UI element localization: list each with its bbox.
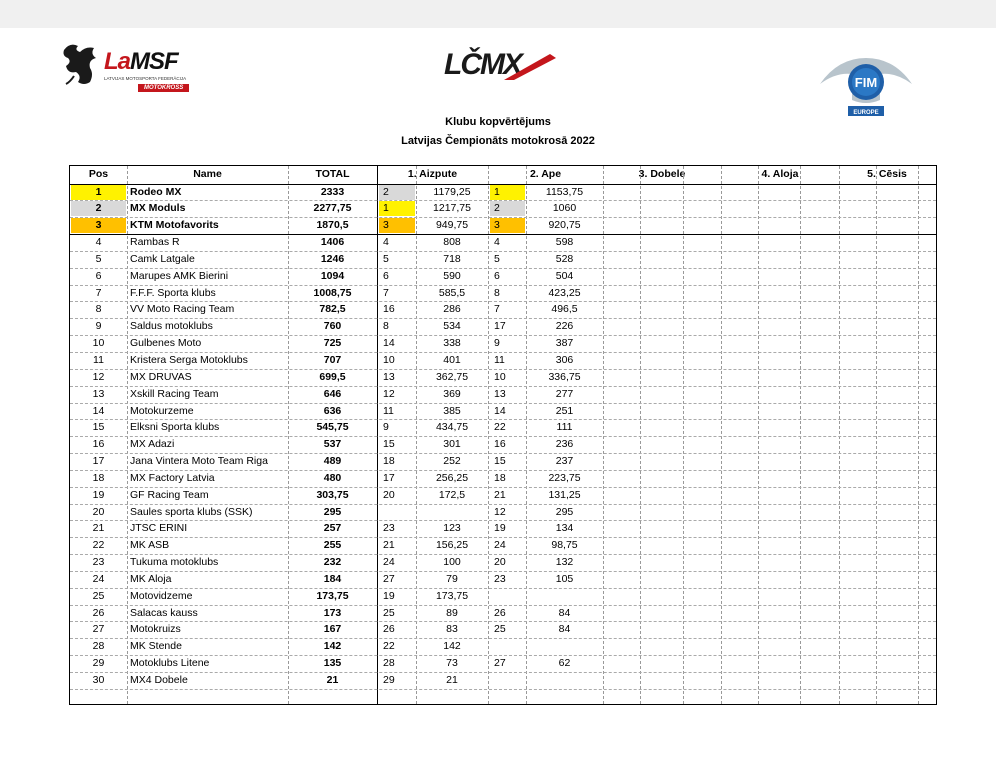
col-header-round-2: 2. Ape — [529, 168, 562, 180]
cell-pos: 3 — [95, 219, 102, 232]
table-header-row — [70, 166, 936, 183]
cell-total: 184 — [323, 572, 342, 585]
cell-round-2-place: 10 — [494, 370, 506, 383]
col-header-round-1: 1. Aizpute — [407, 168, 458, 180]
cell-round-2-points: 336,75 — [548, 370, 581, 383]
cell-pos: 11 — [93, 354, 104, 366]
cell-round-2-points: 387 — [555, 337, 574, 350]
cell-round-2-place — [494, 672, 524, 689]
cell-round-1-points: 73 — [446, 657, 458, 670]
cell-pos: 8 — [95, 303, 102, 316]
col-header-pos: Pos — [88, 168, 109, 180]
cell-round-1-place: 27 — [383, 572, 395, 585]
cell-total: 255 — [323, 539, 342, 552]
cell-round-1-place: 5 — [383, 252, 389, 265]
cell-pos: 14 — [92, 404, 105, 417]
cell-pos: 10 — [92, 337, 105, 350]
cell-round-1-points: 156,25 — [435, 539, 469, 552]
table-row — [70, 251, 936, 268]
cell-total: 707 — [323, 354, 342, 366]
table-row — [70, 672, 936, 689]
cell-round-1-points: 123 — [443, 522, 461, 535]
table-row — [70, 436, 936, 453]
cell-total: 142 — [323, 640, 342, 653]
cell-round-2-place — [494, 638, 524, 655]
standings-table — [69, 165, 937, 705]
cell-round-1-points: 585,5 — [438, 286, 466, 299]
cell-round-1-place: 11 — [383, 404, 394, 417]
cell-round-2-place: 5 — [494, 252, 500, 265]
cell-total: 257 — [323, 522, 342, 535]
cell-total: 636 — [323, 404, 342, 417]
cell-round-2-place: 19 — [494, 522, 506, 535]
cell-name: MX Adazi — [130, 438, 175, 451]
cell-round-2-place: 13 — [494, 387, 506, 400]
cell-round-1-place: 17 — [383, 471, 395, 484]
cell-round-1-place: 14 — [383, 337, 395, 350]
lamsf-subtitle: LATVIJAS MOTOSPORTA FEDERĀCIJA — [104, 76, 187, 81]
cell-round-2-place: 15 — [494, 455, 506, 468]
cell-total: 725 — [323, 337, 342, 350]
cell-pos: 21 — [92, 522, 105, 535]
cell-round-1-points: 100 — [443, 556, 461, 569]
cell-round-1-place: 15 — [383, 438, 395, 451]
cell-round-1-place: 6 — [383, 269, 389, 282]
cell-total: 646 — [323, 387, 342, 400]
cell-round-2-place — [494, 588, 524, 605]
cell-name: MX Moduls — [130, 202, 186, 215]
cell-round-1-place: 29 — [383, 673, 395, 686]
col-header-round-4: 4. Aloja — [761, 168, 799, 180]
cell-name: Marupes AMK Bierini — [130, 269, 229, 282]
cell-name: Motoklubs Litene — [130, 657, 210, 670]
cell-round-1-points: 286 — [443, 303, 461, 316]
table-row — [70, 369, 936, 386]
cell-round-1-place: 22 — [383, 640, 395, 653]
cell-round-1-points: 362,75 — [435, 370, 469, 383]
table-row — [70, 655, 936, 672]
cell-round-2-points: 132 — [555, 556, 574, 569]
cell-round-1-place: 9 — [383, 421, 389, 434]
cell-round-2-points — [526, 672, 603, 689]
cell-total: 295 — [323, 505, 342, 518]
cell-total: 2333 — [320, 185, 345, 198]
cell-name: Elksni Sporta klubs — [130, 421, 220, 434]
cell-round-2-points: 423,25 — [548, 286, 581, 299]
cell-total: 135 — [323, 657, 342, 670]
table-row — [70, 571, 936, 588]
cell-name: Motokurzeme — [130, 404, 194, 417]
table-row — [70, 470, 936, 487]
cell-round-2-points: 1153,75 — [545, 185, 584, 198]
cell-pos: 2 — [95, 202, 102, 215]
table-row — [70, 453, 936, 470]
cell-round-2-place: 16 — [494, 438, 506, 451]
cell-round-2-points: 504 — [555, 269, 574, 282]
cell-round-1-points: 252 — [443, 455, 461, 468]
cell-round-1-place: 7 — [383, 286, 389, 299]
cell-round-1-points: 534 — [443, 320, 461, 333]
cell-pos: 17 — [92, 455, 105, 468]
cell-total: 489 — [323, 455, 342, 468]
table-row — [70, 588, 936, 605]
cell-round-2-place: 23 — [494, 572, 506, 585]
cell-round-2-place: 18 — [494, 471, 506, 484]
cell-round-1-points: 718 — [443, 252, 461, 265]
cell-total: 167 — [323, 623, 342, 636]
cell-round-1-points: 590 — [443, 269, 461, 282]
table-row — [70, 605, 936, 622]
lcmx-logo — [440, 48, 560, 88]
table-row — [70, 520, 936, 537]
cell-round-2-place: 27 — [494, 657, 506, 670]
cell-pos: 15 — [92, 421, 105, 434]
lamsf-tag: MOTOKROSS — [138, 84, 189, 92]
cell-round-2-points: 84 — [558, 623, 571, 636]
cell-total: 1246 — [320, 252, 345, 265]
cell-pos: 30 — [92, 673, 105, 686]
cell-round-2-place: 8 — [494, 286, 500, 299]
lamsf-logo — [60, 38, 200, 96]
table-row — [70, 268, 936, 285]
cell-round-1-place: 26 — [383, 623, 395, 636]
cell-round-1-place: 18 — [383, 455, 395, 468]
cell-round-2-points — [526, 638, 603, 655]
cell-round-1-points: 808 — [443, 236, 461, 249]
cell-round-1-place — [383, 504, 413, 521]
cell-round-2-points: 237 — [555, 455, 574, 468]
table-row — [70, 403, 936, 420]
cell-pos: 22 — [92, 539, 105, 552]
cell-round-1-place: 13 — [383, 370, 395, 383]
cell-name: Kristera Serga Motoklubs — [130, 354, 248, 366]
cell-pos: 1 — [95, 185, 102, 198]
col-header-round-5: 5. Cēsis — [867, 168, 907, 180]
col-header-round-3: 3. Dobele — [638, 168, 686, 180]
cell-total: 699,5 — [319, 370, 346, 383]
cell-total: 21 — [326, 673, 339, 686]
cell-round-2-points: 277 — [555, 387, 574, 400]
cell-round-2-points: 236 — [555, 438, 574, 451]
cell-name: Motovidzeme — [130, 589, 193, 602]
cell-round-1-place: 1 — [383, 202, 389, 215]
cell-pos: 9 — [95, 320, 102, 333]
cell-round-1-points: 142 — [443, 640, 461, 653]
cell-round-2-place: 24 — [494, 539, 506, 552]
cell-round-2-place: 2 — [494, 202, 500, 215]
cell-pos: 13 — [92, 387, 105, 400]
cell-name: Tukuma motoklubs — [130, 556, 219, 569]
cell-name: Saules sporta klubs (SSK) — [130, 505, 253, 518]
cell-total: 760 — [323, 320, 342, 333]
cell-round-2-points: 105 — [555, 572, 574, 585]
cell-name: MX4 Dobele — [130, 673, 188, 686]
cell-round-2-points: 134 — [555, 522, 574, 535]
cell-round-2-place: 21 — [494, 488, 506, 501]
table-row — [70, 234, 936, 251]
cell-round-1-points: 369 — [443, 387, 461, 400]
cell-round-1-points: 338 — [443, 337, 461, 350]
cell-round-1-place: 21 — [383, 539, 395, 552]
cell-round-1-place: 25 — [383, 606, 395, 619]
col-header-total: TOTAL — [315, 168, 350, 180]
cell-round-1-points: 79 — [446, 572, 458, 585]
cell-round-2-place: 12 — [494, 505, 506, 518]
cell-round-2-place: 11 — [494, 354, 505, 366]
cell-round-1-points — [416, 504, 488, 521]
cell-name: Rambas R — [130, 236, 180, 249]
cell-pos: 16 — [92, 438, 105, 451]
cell-pos: 23 — [92, 556, 105, 569]
cell-round-1-place: 12 — [383, 387, 395, 400]
table-row — [70, 335, 936, 352]
cell-total: 545,75 — [316, 421, 349, 434]
cell-name: Jana Vintera Moto Team Riga — [130, 455, 268, 468]
cell-total: 173,75 — [316, 589, 349, 602]
cell-name: Gulbenes Moto — [130, 337, 202, 350]
lamsf-wordmark: LaMSF — [104, 48, 178, 75]
cell-round-2-points: 295 — [555, 505, 574, 518]
cell-total: 232 — [323, 556, 342, 569]
cell-pos: 4 — [95, 236, 102, 249]
cell-pos: 18 — [92, 471, 105, 484]
cell-name: Rodeo MX — [130, 185, 182, 198]
table-row — [70, 419, 936, 436]
cell-round-1-points: 301 — [443, 438, 461, 451]
cell-round-1-points: 434,75 — [435, 421, 469, 434]
table-row — [70, 184, 936, 201]
table-row — [70, 352, 936, 369]
griffin-icon — [60, 40, 102, 88]
cell-name: Saldus motoklubs — [130, 320, 213, 333]
cell-pos: 19 — [92, 488, 105, 501]
cell-round-2-place: 9 — [494, 337, 500, 350]
cell-total: 173 — [323, 606, 342, 619]
cell-round-2-points: 1060 — [552, 202, 577, 215]
cell-round-1-points: 401 — [443, 354, 461, 366]
cell-round-1-points: 385 — [443, 404, 461, 417]
cell-pos: 5 — [95, 252, 102, 265]
cell-round-1-place: 2 — [383, 185, 389, 198]
cell-total: 480 — [323, 471, 342, 484]
cell-name: Xskill Racing Team — [130, 387, 219, 400]
cell-round-1-points: 21 — [446, 673, 458, 686]
cell-name: GF Racing Team — [130, 488, 209, 501]
cell-round-1-points: 949,75 — [435, 219, 469, 232]
table-row — [70, 318, 936, 335]
cell-total: 303,75 — [316, 488, 349, 501]
cell-round-1-place: 20 — [383, 488, 395, 501]
cell-name: JTSC ERINI — [130, 522, 188, 535]
cell-pos: 27 — [92, 623, 105, 636]
col-header-name: Name — [193, 168, 222, 180]
cell-round-1-place: 10 — [383, 354, 395, 366]
swoosh-icon — [500, 52, 558, 82]
cell-round-2-points: 131,25 — [548, 488, 581, 501]
cell-round-2-points: 226 — [555, 320, 574, 333]
cell-name: Motokruizs — [130, 623, 181, 636]
cell-round-2-points: 251 — [555, 404, 574, 417]
cell-round-1-points: 173,75 — [435, 589, 469, 602]
heading-line-1: Klubu kopvērtējums — [445, 116, 551, 128]
cell-name: MK ASB — [130, 539, 170, 552]
cell-total: 1870,5 — [316, 219, 349, 232]
heading-line-2: Latvijas Čempionāts motokrosā 2022 — [401, 135, 595, 147]
cell-round-1-points: 83 — [446, 623, 458, 636]
cell-round-1-place: 3 — [383, 219, 389, 232]
cell-pos: 6 — [95, 269, 102, 282]
cell-round-2-place: 17 — [494, 320, 506, 333]
cell-pos: 25 — [92, 589, 105, 602]
cell-total: 2277,75 — [313, 202, 352, 215]
fim-europe-text: EUROPE — [853, 110, 879, 116]
cell-round-2-points: 223,75 — [548, 471, 581, 484]
cell-name: Salacas kauss — [130, 606, 198, 619]
cell-round-1-points: 1179,25 — [433, 185, 471, 198]
cell-round-2-points: 84 — [558, 606, 571, 619]
cell-round-2-place: 25 — [494, 623, 506, 636]
table-row — [70, 504, 936, 521]
cell-round-1-points: 256,25 — [435, 471, 469, 484]
cell-pos: 28 — [92, 640, 105, 653]
cell-round-1-place: 28 — [383, 657, 395, 670]
cell-name: Camk Latgale — [130, 252, 195, 265]
cell-name: MX DRUVAS — [130, 370, 192, 383]
cell-round-2-place: 1 — [494, 185, 500, 198]
fim-text: FIM — [854, 75, 878, 90]
cell-pos: 20 — [92, 505, 105, 518]
cell-round-2-points: 306 — [555, 354, 574, 366]
cell-name: KTM Motofavorits — [130, 219, 219, 232]
table-row — [70, 386, 936, 403]
cell-round-2-place: 26 — [494, 606, 506, 619]
viewer-top-bar — [0, 0, 996, 28]
cell-round-2-points: 528 — [555, 252, 574, 265]
table-row — [70, 301, 936, 318]
cell-round-1-place: 23 — [383, 522, 395, 535]
cell-round-1-place: 24 — [383, 556, 395, 569]
cell-round-1-points: 1217,75 — [433, 202, 471, 215]
cell-round-1-points: 172,5 — [438, 488, 466, 501]
cell-total: 1406 — [320, 236, 345, 249]
cell-round-2-place: 20 — [494, 556, 506, 569]
cell-round-2-place: 14 — [494, 404, 506, 417]
cell-round-2-place: 3 — [494, 219, 500, 232]
cell-round-2-place: 4 — [494, 236, 500, 249]
table-row — [70, 217, 936, 234]
cell-round-1-points: 89 — [446, 606, 458, 619]
cell-round-1-place: 8 — [383, 320, 389, 333]
cell-round-2-points: 98,75 — [551, 539, 578, 552]
cell-pos: 29 — [92, 657, 105, 670]
cell-pos: 26 — [92, 606, 105, 619]
table-row — [70, 621, 936, 638]
cell-round-1-place: 4 — [383, 236, 389, 249]
fim-europe-logo — [818, 40, 914, 128]
cell-round-2-points: 111 — [556, 421, 573, 434]
cell-name: VV Moto Racing Team — [130, 303, 235, 316]
cell-round-1-place: 16 — [383, 303, 395, 316]
cell-round-2-points: 920,75 — [548, 219, 581, 232]
cell-round-2-place: 22 — [494, 421, 506, 434]
cell-round-2-place: 7 — [494, 303, 500, 316]
lcmx-wordmark: LČMX — [444, 48, 521, 81]
cell-total: 782,5 — [319, 303, 346, 316]
table-row — [70, 537, 936, 554]
cell-name: MK Aloja — [130, 572, 172, 585]
cell-round-2-points: 62 — [558, 657, 571, 670]
cell-round-2-points — [526, 588, 603, 605]
cell-pos: 24 — [92, 572, 105, 585]
cell-total: 1008,75 — [313, 286, 352, 299]
cell-round-2-points: 598 — [555, 236, 574, 249]
table-row — [70, 487, 936, 504]
cell-pos: 7 — [95, 286, 102, 299]
table-row — [70, 200, 936, 217]
cell-total: 537 — [323, 438, 342, 451]
cell-pos: 12 — [92, 370, 105, 383]
cell-name: F.F.F. Sporta klubs — [130, 286, 216, 299]
cell-name: MK Stende — [130, 640, 182, 653]
table-row — [70, 554, 936, 571]
table-row — [70, 638, 936, 655]
cell-total: 1094 — [320, 269, 345, 282]
table-row — [70, 285, 936, 302]
cell-name: MX Factory Latvia — [130, 471, 215, 484]
cell-round-1-place: 19 — [383, 589, 395, 602]
cell-round-2-place: 6 — [494, 269, 500, 282]
cell-round-2-points: 496,5 — [551, 303, 578, 316]
